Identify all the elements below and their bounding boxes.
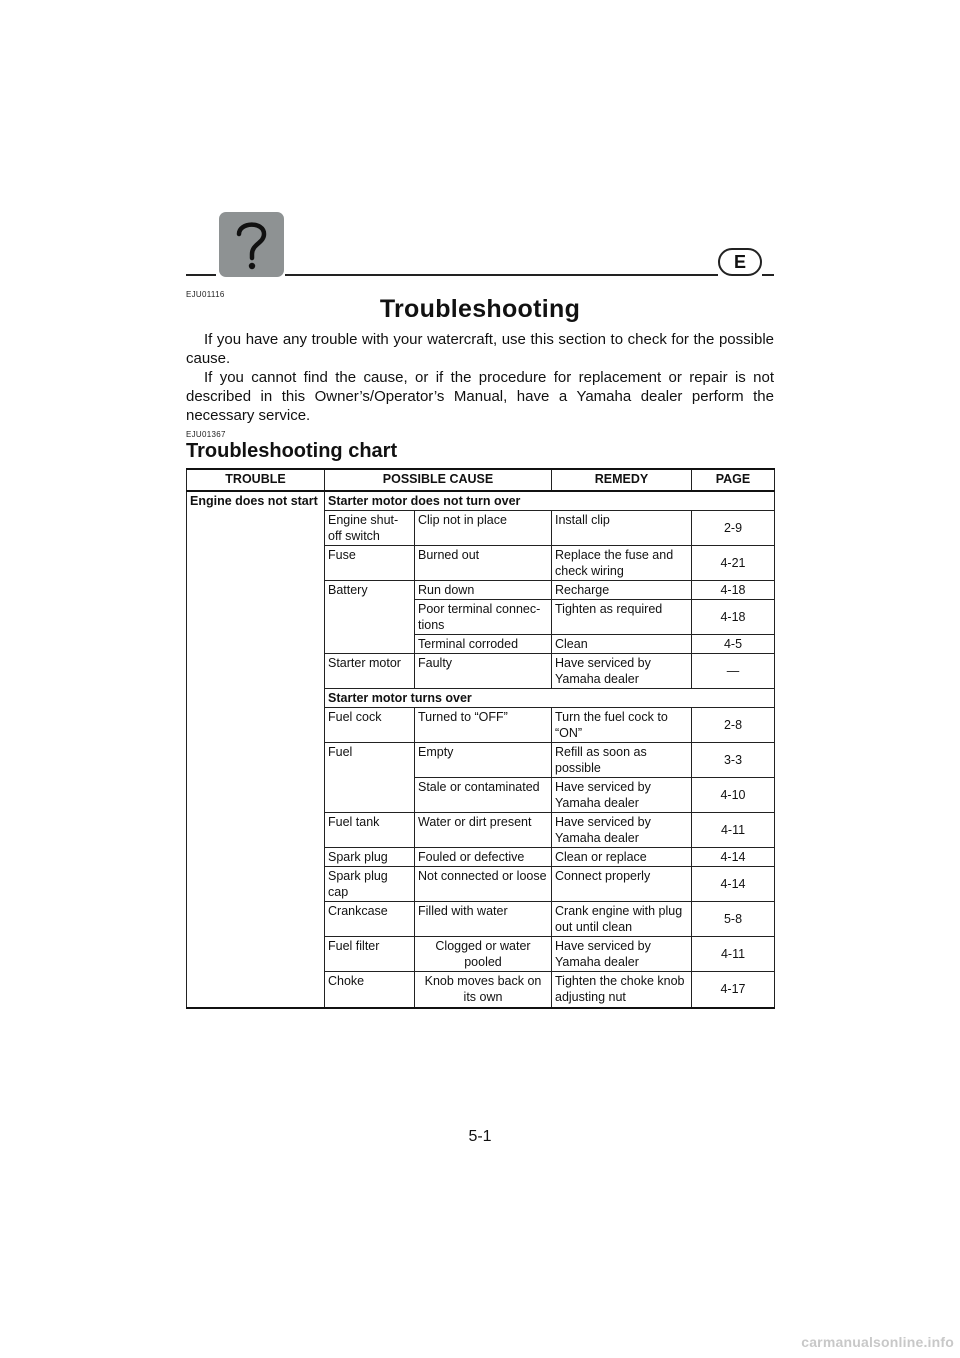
header-rule-end: [762, 274, 774, 276]
remedy-cell: Tighten the choke knob adjusting nut: [552, 972, 692, 1008]
cause-cell: Burned out: [415, 546, 552, 581]
remedy-cell: Have serviced by Yamaha dealer: [552, 778, 692, 813]
cause-cell: Stale or contaminated: [415, 778, 552, 813]
cause-cell: Water or dirt present: [415, 813, 552, 848]
page-cell: 2-9: [692, 511, 775, 546]
remedy-cell: Recharge: [552, 581, 692, 600]
page-number: 5-1: [468, 1128, 492, 1145]
cause-cell: Turned to “OFF”: [415, 708, 552, 743]
page-cell: 2-8: [692, 708, 775, 743]
header-rule-right: [285, 274, 718, 276]
page-cell: 4-18: [692, 600, 775, 635]
page-cell: 4-11: [692, 813, 775, 848]
part-cell: Fuse: [325, 546, 415, 581]
intro-paragraph-1: If you have any trouble with your watercraft, use this section to check for the possible cause.: [186, 331, 774, 367]
cause-cell: Poor terminal connec-tions: [415, 600, 552, 635]
page-cell: 3-3: [692, 743, 775, 778]
language-badge: E: [718, 248, 762, 276]
cause-cell: Empty: [415, 743, 552, 778]
cause-cell: Faulty: [415, 654, 552, 689]
table-row: [187, 491, 775, 511]
cause-cell: Not connected or loose: [415, 867, 552, 902]
remedy-cell: Turn the fuel cock to “ON”: [552, 708, 692, 743]
remedy-cell: Have serviced by Yamaha dealer: [552, 937, 692, 972]
intro-paragraph-2: If you cannot find the cause, or if the procedure for replacement or repair is not described in this Owner’s/Operator’s Manual, have a Yamaha dealer perform the necessary service.: [186, 369, 774, 424]
page-title: Troubleshooting: [379, 295, 581, 323]
intro-text: [186, 330, 774, 425]
part-cell: Crankcase: [325, 902, 415, 937]
table-header-row: [187, 469, 775, 491]
remedy-cell: Connect properly: [552, 867, 692, 902]
part-cell: Engine shut-off switch: [325, 511, 415, 546]
remedy-cell: Have serviced by Yamaha dealer: [552, 654, 692, 689]
part-cell: Fuel filter: [325, 937, 415, 972]
page-cell: 4-10: [692, 778, 775, 813]
remedy-cell: Install clip: [552, 511, 692, 546]
section-code: EJU01367: [186, 430, 226, 439]
part-cell: Fuel: [325, 743, 415, 813]
page-cell: 4-14: [692, 867, 775, 902]
cause-cell: Run down: [415, 581, 552, 600]
group-heading: Starter motor does not turn over: [325, 491, 775, 511]
part-cell: Fuel tank: [325, 813, 415, 848]
header-remedy: REMEDY: [552, 469, 692, 491]
remedy-cell: Tighten as required: [552, 600, 692, 635]
part-cell: Spark plug: [325, 848, 415, 867]
troubleshooting-table: [186, 468, 775, 1009]
remedy-cell: Clean or replace: [552, 848, 692, 867]
page-cell: —: [692, 654, 775, 689]
header-page: PAGE: [692, 469, 775, 491]
part-cell: Fuel cock: [325, 708, 415, 743]
cause-cell: Clogged or water pooled: [415, 937, 552, 972]
remedy-cell: Replace the fuse and check wiring: [552, 546, 692, 581]
remedy-cell: Have serviced by Yamaha dealer: [552, 813, 692, 848]
trouble-cell: Engine does not start: [187, 491, 325, 1008]
group-heading: Starter motor turns over: [325, 689, 775, 708]
question-mark-icon: [219, 212, 284, 277]
part-cell: Battery: [325, 581, 415, 654]
header-trouble: TROUBLE: [187, 469, 325, 491]
part-cell: Spark plug cap: [325, 867, 415, 902]
remedy-cell: Clean: [552, 635, 692, 654]
page-cell: 4-17: [692, 972, 775, 1008]
part-cell: Choke: [325, 972, 415, 1008]
page-cell: 4-11: [692, 937, 775, 972]
section-code: EJU01116: [186, 290, 225, 299]
remedy-cell: Refill as soon as possible: [552, 743, 692, 778]
cause-cell: Knob moves back on its own: [415, 972, 552, 1008]
header-rule-left: [186, 274, 216, 276]
page-cell: 5-8: [692, 902, 775, 937]
cause-cell: Filled with water: [415, 902, 552, 937]
header-possible-cause: POSSIBLE CAUSE: [325, 469, 552, 491]
section-title: Troubleshooting chart: [186, 440, 398, 462]
watermark: carmanualsonline.info: [801, 1334, 954, 1350]
part-cell: Starter motor: [325, 654, 415, 689]
page-cell: 4-18: [692, 581, 775, 600]
cause-cell: Terminal corroded: [415, 635, 552, 654]
page-cell: 4-21: [692, 546, 775, 581]
page-cell: 4-14: [692, 848, 775, 867]
cause-cell: Fouled or defective: [415, 848, 552, 867]
cause-cell: Clip not in place: [415, 511, 552, 546]
remedy-cell: Crank engine with plug out until clean: [552, 902, 692, 937]
page-cell: 4-5: [692, 635, 775, 654]
